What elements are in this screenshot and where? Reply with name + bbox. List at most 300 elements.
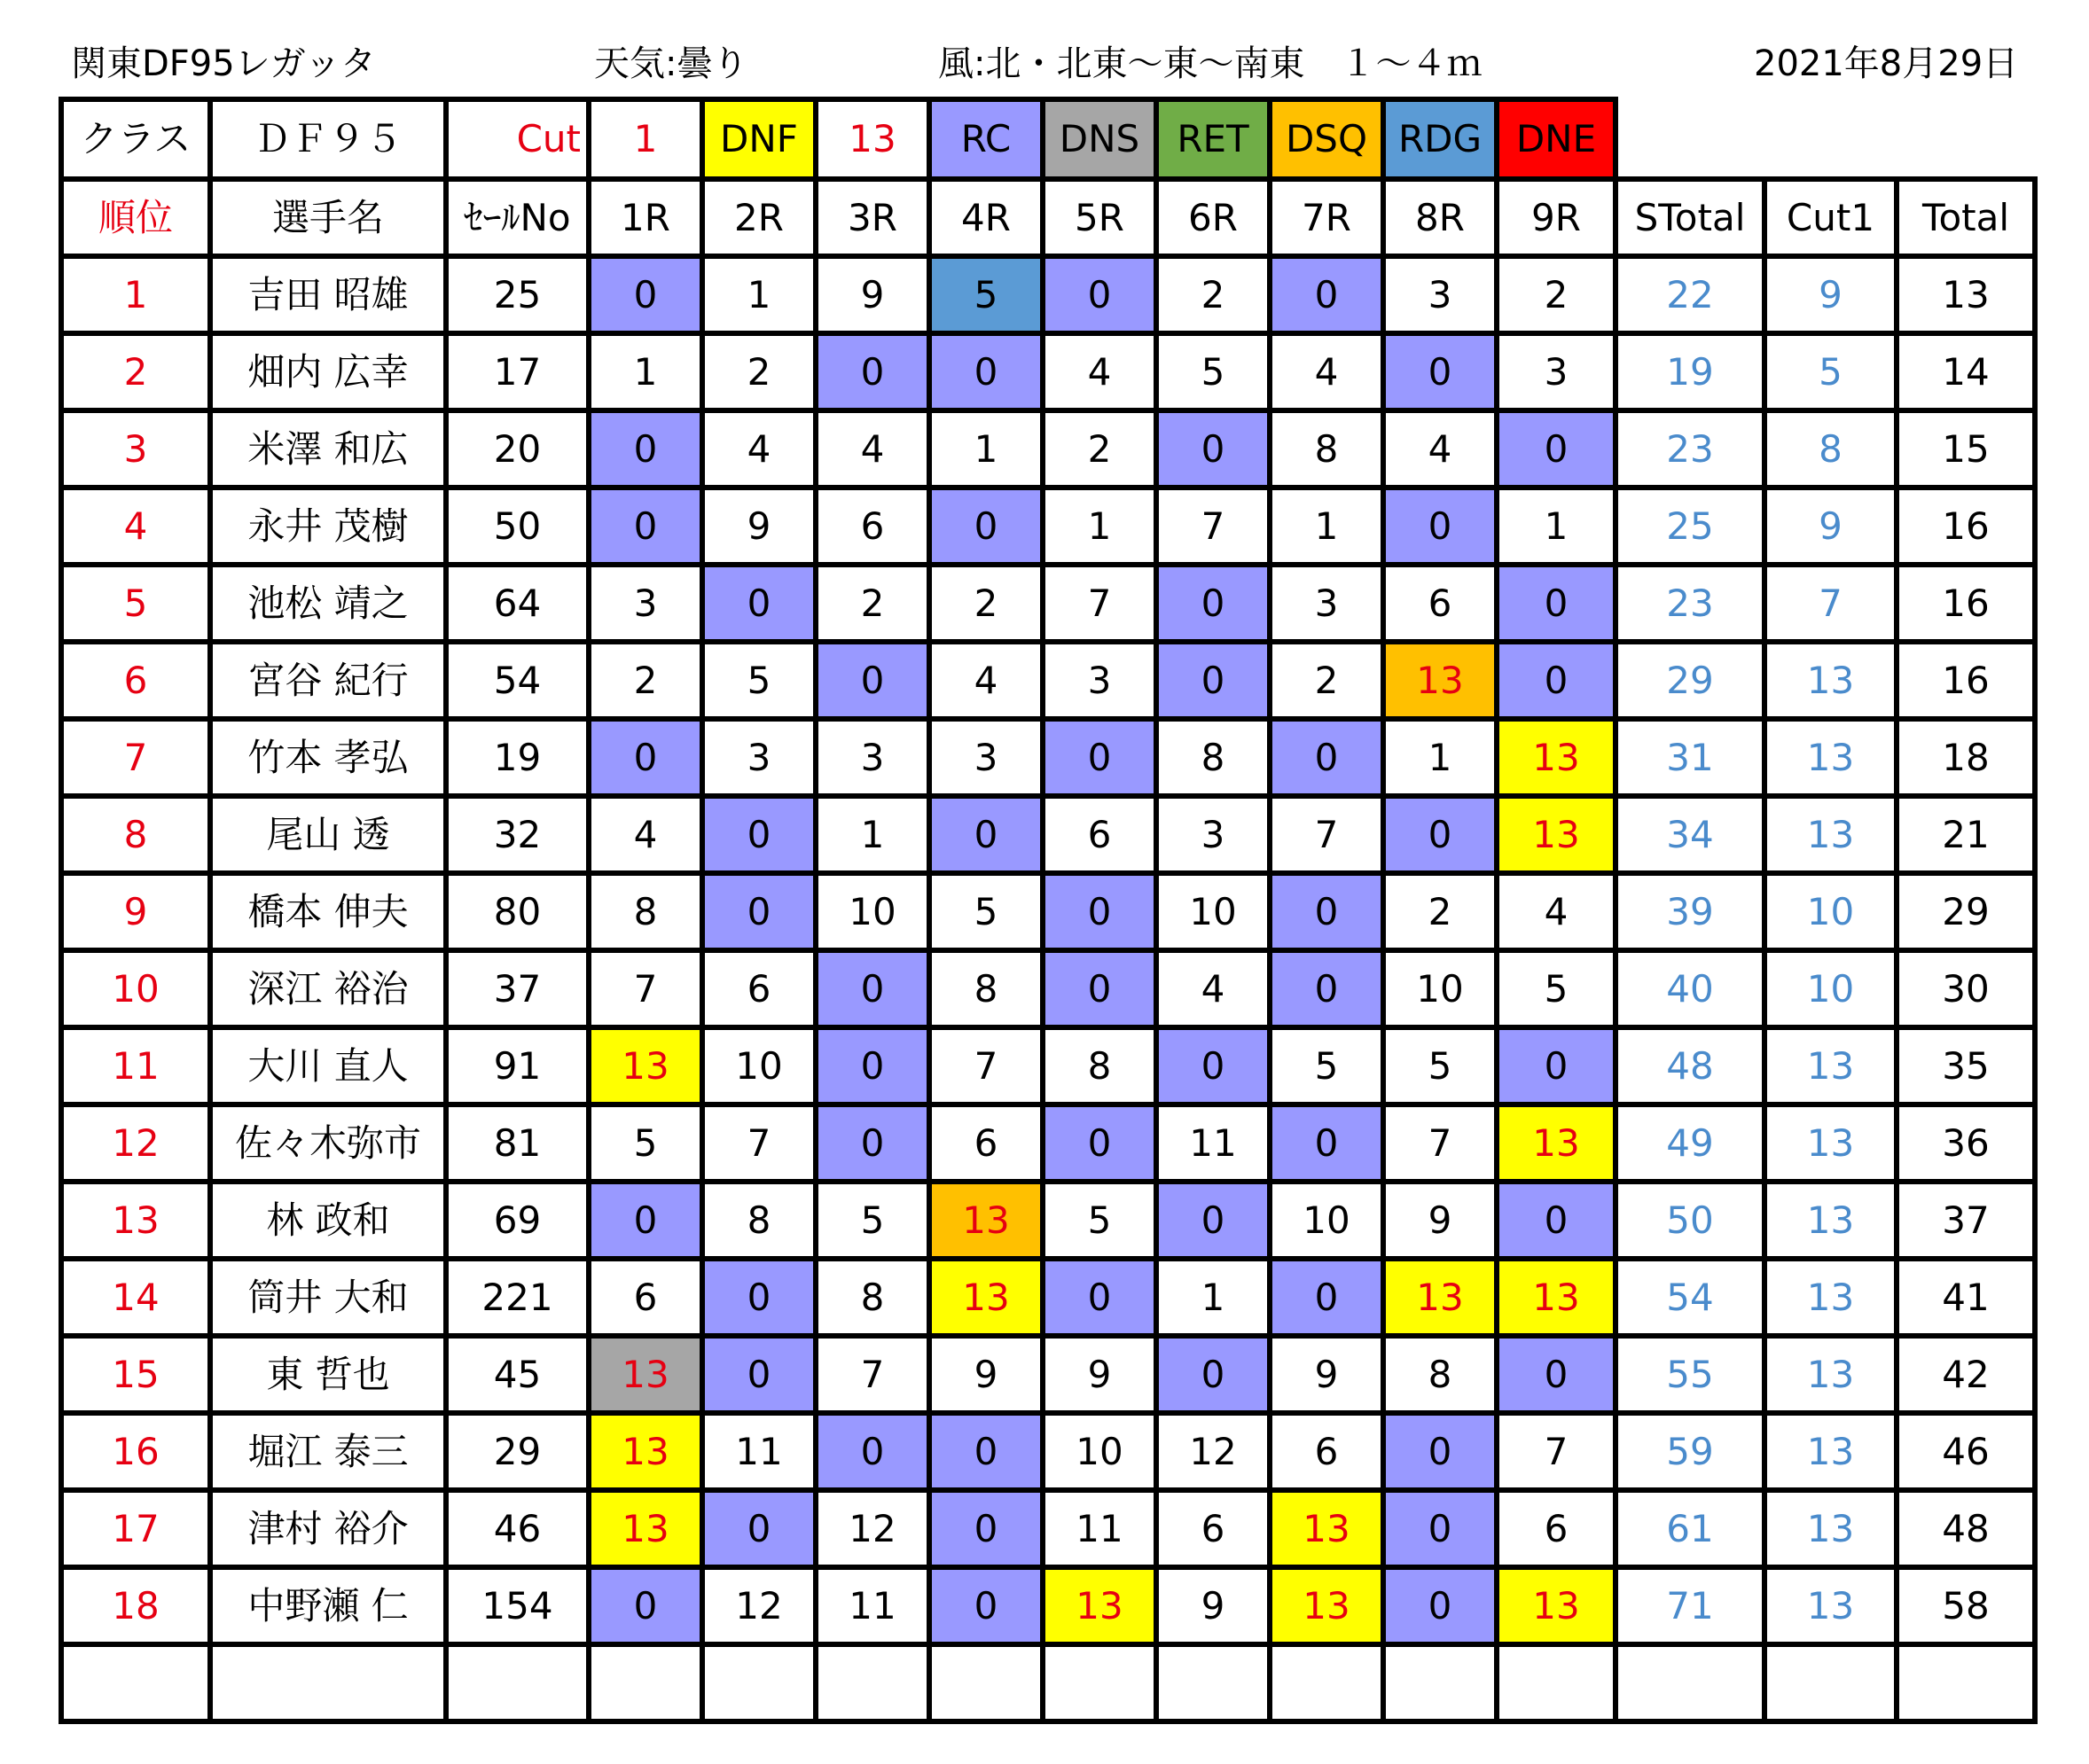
sailor-name: 池松 靖之 — [247, 581, 409, 625]
race-score: 2 — [1314, 658, 1339, 702]
race-score: 4 — [1314, 349, 1339, 394]
sail-number: 91 — [493, 1043, 542, 1088]
race-score: 3 — [747, 735, 771, 779]
race-score: 8 — [1314, 426, 1339, 471]
race-score: 13 — [591, 1339, 700, 1410]
total: 36 — [1942, 1120, 1990, 1165]
race-score: 0 — [1272, 1261, 1381, 1333]
sailor-name: 中野瀬 仁 — [247, 1583, 409, 1627]
sail-number: 64 — [493, 581, 542, 625]
rank: 9 — [123, 889, 148, 933]
race-score: 7 — [1544, 1429, 1569, 1473]
column-header: 4R — [961, 195, 1011, 239]
race-score: 13 — [591, 1416, 700, 1487]
race-score: 0 — [818, 1030, 927, 1102]
race-score: 11 — [1189, 1120, 1237, 1165]
race-score: 13 — [591, 1493, 700, 1565]
race-score: 0 — [1045, 259, 1154, 331]
race-score: 13 — [1499, 799, 1613, 870]
cut-score: 10 — [1806, 889, 1855, 933]
rank: 12 — [112, 1120, 160, 1165]
column-header: 選手名 — [271, 195, 384, 239]
total: 14 — [1942, 349, 1990, 394]
sail-number: 19 — [493, 735, 542, 779]
sailor-name: 竹本 孝弘 — [247, 735, 409, 779]
stotal: 54 — [1666, 1275, 1714, 1319]
stotal: 34 — [1666, 812, 1714, 856]
race-score: 0 — [705, 1261, 813, 1333]
stotal: 39 — [1666, 889, 1714, 933]
race-score: 2 — [1087, 426, 1112, 471]
class-label: クラス — [80, 117, 192, 160]
race-score: 0 — [818, 1107, 927, 1179]
race-score: 10 — [1416, 966, 1464, 1011]
race-score: 7 — [1201, 503, 1225, 548]
race-score: 7 — [633, 966, 658, 1011]
race-score: 0 — [1499, 413, 1613, 485]
race-score: 13 — [1386, 644, 1494, 716]
results-table — [59, 97, 2032, 1725]
race-score: 13 — [1499, 722, 1613, 793]
cut-score: 13 — [1806, 735, 1855, 779]
sail-number: 45 — [493, 1352, 542, 1396]
race-score: 5 — [633, 1120, 658, 1165]
race-score: 0 — [1272, 259, 1381, 331]
race-score: 9 — [1428, 1198, 1452, 1242]
race-score: 0 — [705, 567, 813, 639]
sailor-name: 佐々木弥市 — [234, 1120, 421, 1165]
stotal: 22 — [1666, 272, 1714, 316]
total: 15 — [1942, 426, 1990, 471]
sailor-name: 大川 直人 — [247, 1043, 409, 1088]
race-score: 7 — [1314, 812, 1339, 856]
total: 29 — [1942, 889, 1990, 933]
cut-score: 13 — [1806, 812, 1855, 856]
class-value: ＤＦ９５ — [253, 117, 403, 160]
race-score: 4 — [747, 426, 771, 471]
race-score: 6 — [974, 1120, 998, 1165]
race-score: 1 — [1087, 503, 1112, 548]
race-score: 13 — [591, 1030, 700, 1102]
race-score: 6 — [1544, 1506, 1569, 1550]
stotal: 55 — [1666, 1352, 1714, 1396]
event-date: 2021年8月29日 — [1754, 43, 2019, 84]
cut-value: 1 — [633, 117, 658, 160]
race-score: 0 — [1045, 1261, 1154, 1333]
sail-number: 154 — [481, 1583, 553, 1627]
wind-info: 風:北・北東～東～南東 １～４ｍ — [938, 43, 1483, 84]
race-score: 6 — [1087, 812, 1112, 856]
empty-cell — [591, 1647, 700, 1719]
grid-line — [2032, 176, 2038, 1724]
sailor-name: 尾山 透 — [266, 812, 390, 856]
column-header: Cut1 — [1786, 195, 1875, 239]
column-header: 2R — [734, 195, 784, 239]
race-score: 9 — [1087, 1352, 1112, 1396]
race-score: 2 — [974, 581, 998, 625]
race-score: 4 — [974, 658, 998, 702]
total: 58 — [1942, 1583, 1990, 1627]
sail-number: 46 — [493, 1506, 542, 1550]
race-score: 4 — [1544, 889, 1569, 933]
race-score: 3 — [1544, 349, 1569, 394]
rank: 15 — [112, 1352, 160, 1396]
race-score: 8 — [974, 966, 998, 1011]
race-score: 0 — [1386, 1570, 1494, 1642]
race-score: 3 — [633, 581, 658, 625]
race-score: 0 — [932, 490, 1040, 562]
race-score: 5 — [1201, 349, 1225, 394]
race-score: 2 — [633, 658, 658, 702]
stotal: 23 — [1666, 426, 1714, 471]
race-score: 1 — [747, 272, 771, 316]
sailor-name: 米澤 和広 — [247, 426, 409, 471]
race-score: 4 — [1428, 426, 1452, 471]
race-score: 10 — [735, 1043, 783, 1088]
race-score: 13 — [1386, 1261, 1494, 1333]
sailor-name: 筒井 大和 — [247, 1275, 409, 1319]
race-score: 0 — [1272, 876, 1381, 948]
sail-number: 32 — [493, 812, 542, 856]
race-score: 0 — [1386, 799, 1494, 870]
rank: 8 — [123, 812, 148, 856]
race-score: 4 — [1201, 966, 1225, 1011]
sail-number: 25 — [493, 272, 542, 316]
race-score: 0 — [705, 1339, 813, 1410]
column-header: 順位 — [98, 195, 173, 239]
empty-cell — [64, 1647, 207, 1719]
column-header: 9R — [1531, 195, 1581, 239]
race-score: 0 — [1272, 953, 1381, 1025]
race-score: 2 — [1428, 889, 1452, 933]
race-score: 6 — [1428, 581, 1452, 625]
column-header: Total — [1921, 195, 2010, 239]
rank: 2 — [123, 349, 148, 394]
cut-score: 13 — [1806, 1043, 1855, 1088]
sail-number: 54 — [493, 658, 542, 702]
race-score: 8 — [1201, 735, 1225, 779]
race-score: 8 — [860, 1275, 885, 1319]
cut-score: 13 — [1806, 1198, 1855, 1242]
empty-cell — [818, 1647, 927, 1719]
column-header: 1R — [621, 195, 670, 239]
total: 18 — [1942, 735, 1990, 779]
race-score: 8 — [747, 1198, 771, 1242]
rank: 16 — [112, 1429, 160, 1473]
rank: 17 — [112, 1506, 160, 1550]
race-score: 0 — [1159, 413, 1267, 485]
total: 37 — [1942, 1198, 1990, 1242]
race-score: 5 — [1087, 1198, 1112, 1242]
race-score: 0 — [932, 1570, 1040, 1642]
race-score: 2 — [860, 581, 885, 625]
race-score: 0 — [705, 876, 813, 948]
total: 16 — [1942, 658, 1990, 702]
race-score: 0 — [932, 799, 1040, 870]
race-score: 0 — [1045, 1107, 1154, 1179]
cut-score: 13 — [1806, 1429, 1855, 1473]
cut-score: 13 — [1806, 1120, 1855, 1165]
cut-score: 13 — [1806, 1583, 1855, 1627]
race-score: 0 — [1159, 1184, 1267, 1256]
legend-code-rdg: RDG — [1386, 102, 1494, 176]
race-score: 0 — [1499, 1339, 1613, 1410]
rank: 11 — [112, 1043, 160, 1088]
cut-score: 13 — [1806, 1275, 1855, 1319]
stotal: 29 — [1666, 658, 1714, 702]
race-score: 10 — [1189, 889, 1237, 933]
legend-code-rc: RC — [932, 102, 1040, 176]
race-score: 0 — [1159, 567, 1267, 639]
cut-score: 13 — [1806, 1352, 1855, 1396]
total: 16 — [1942, 581, 1990, 625]
race-score: 3 — [1087, 658, 1112, 702]
total: 41 — [1942, 1275, 1990, 1319]
cut-score: 8 — [1819, 426, 1843, 471]
empty-cell — [705, 1647, 813, 1719]
race-score: 9 — [974, 1352, 998, 1396]
race-score: 3 — [1314, 581, 1339, 625]
total: 48 — [1942, 1506, 1990, 1550]
rank: 5 — [123, 581, 148, 625]
sailor-name: 林 政和 — [266, 1198, 390, 1242]
stotal: 61 — [1666, 1506, 1714, 1550]
cut-score: 10 — [1806, 966, 1855, 1011]
total: 35 — [1942, 1043, 1990, 1088]
stotal: 50 — [1666, 1198, 1714, 1242]
race-score: 9 — [860, 272, 885, 316]
race-score: 13 — [932, 1261, 1040, 1333]
race-score: 6 — [860, 503, 885, 548]
race-score: 5 — [932, 259, 1040, 331]
race-score: 1 — [633, 349, 658, 394]
race-score: 10 — [849, 889, 896, 933]
race-score: 0 — [818, 1416, 927, 1487]
total: 13 — [1942, 272, 1990, 316]
race-score: 13 — [1499, 1261, 1613, 1333]
sailor-name: 畑内 広幸 — [247, 349, 409, 394]
stotal: 23 — [1666, 581, 1714, 625]
race-score: 12 — [1189, 1429, 1237, 1473]
race-score: 5 — [860, 1198, 885, 1242]
race-score: 0 — [1386, 1416, 1494, 1487]
legend-code-dns: DNS — [1045, 102, 1154, 176]
race-score: 0 — [932, 1493, 1040, 1565]
race-score: 0 — [705, 799, 813, 870]
race-score: 0 — [1159, 644, 1267, 716]
race-score: 13 — [1272, 1570, 1381, 1642]
race-score: 6 — [1314, 1429, 1339, 1473]
empty-cell — [1272, 1647, 1381, 1719]
race-score: 0 — [1386, 336, 1494, 408]
rank: 6 — [123, 658, 148, 702]
total: 21 — [1942, 812, 1990, 856]
race-score: 7 — [747, 1120, 771, 1165]
race-score: 10 — [1303, 1198, 1350, 1242]
race-score: 13 — [1499, 1107, 1613, 1179]
race-score: 7 — [974, 1043, 998, 1088]
race-score: 6 — [747, 966, 771, 1011]
race-score: 9 — [747, 503, 771, 548]
race-score: 8 — [1087, 1043, 1112, 1088]
column-header: 6R — [1188, 195, 1238, 239]
race-score: 7 — [1087, 581, 1112, 625]
total: 42 — [1942, 1352, 1990, 1396]
race-score: 5 — [1428, 1043, 1452, 1088]
race-score: 12 — [735, 1583, 783, 1627]
race-score: 0 — [1499, 644, 1613, 716]
race-score: 0 — [1045, 876, 1154, 948]
race-score: 13 — [1272, 1493, 1381, 1565]
race-score: 0 — [1045, 953, 1154, 1025]
race-score: 13 — [1499, 1570, 1613, 1642]
column-header: 5R — [1075, 195, 1124, 239]
rank: 3 — [123, 426, 148, 471]
sail-number: 50 — [493, 503, 542, 548]
sail-number: 29 — [493, 1429, 542, 1473]
race-score: 9 — [1201, 1583, 1225, 1627]
stotal: 19 — [1666, 349, 1714, 394]
race-score: 3 — [974, 735, 998, 779]
legend-code-dsq: DSQ — [1272, 102, 1381, 176]
race-score: 11 — [735, 1429, 783, 1473]
race-score: 0 — [1272, 722, 1381, 793]
race-score: 1 — [860, 812, 885, 856]
race-score: 0 — [1045, 722, 1154, 793]
race-score: 1 — [1201, 1275, 1225, 1319]
sail-number: 69 — [493, 1198, 542, 1242]
sailor-name: 吉田 昭雄 — [247, 272, 409, 316]
stotal: 71 — [1666, 1583, 1714, 1627]
empty-cell — [932, 1647, 1040, 1719]
empty-cell — [1159, 1647, 1267, 1719]
cut-score: 7 — [1819, 581, 1843, 625]
cut-score: 5 — [1819, 349, 1843, 394]
race-score: 3 — [1428, 272, 1452, 316]
race-score: 1 — [1544, 503, 1569, 548]
race-score: 0 — [591, 259, 700, 331]
sailor-name: 橋本 伸夫 — [247, 889, 409, 933]
rank: 13 — [112, 1198, 160, 1242]
empty-cell — [1767, 1647, 1894, 1719]
sailor-name: 津村 裕介 — [247, 1506, 409, 1550]
sailor-name: 宮谷 紀行 — [247, 658, 409, 702]
legend-code-dne: DNE — [1499, 102, 1613, 176]
race-score: 1 — [1314, 503, 1339, 548]
sail-number: 221 — [481, 1275, 553, 1319]
legend-code-ret: RET — [1159, 102, 1267, 176]
race-score: 2 — [747, 349, 771, 394]
sailor-name: 永井 茂樹 — [247, 503, 409, 548]
rank: 18 — [112, 1583, 160, 1627]
stotal: 40 — [1666, 966, 1714, 1011]
stotal: 25 — [1666, 503, 1714, 548]
total: 46 — [1942, 1429, 1990, 1473]
empty-cell — [449, 1647, 586, 1719]
race-score: 0 — [591, 722, 700, 793]
race-score: 6 — [633, 1275, 658, 1319]
column-header: 7R — [1302, 195, 1351, 239]
race-score: 3 — [1201, 812, 1225, 856]
race-score: 2 — [1201, 272, 1225, 316]
race-score: 0 — [591, 413, 700, 485]
race-score: 8 — [633, 889, 658, 933]
race-score: 5 — [1314, 1043, 1339, 1088]
race-score: 5 — [1544, 966, 1569, 1011]
sail-number: 81 — [493, 1120, 542, 1165]
sailor-name: 東 哲也 — [266, 1352, 390, 1396]
race-score: 0 — [591, 1184, 700, 1256]
cut-score: 9 — [1819, 272, 1843, 316]
stotal: 31 — [1666, 735, 1714, 779]
race-score: 2 — [1544, 272, 1569, 316]
column-header: 8R — [1415, 195, 1465, 239]
empty-cell — [1386, 1647, 1494, 1719]
sail-number: 17 — [493, 349, 542, 394]
event-title: 関東DF95レガッタ — [71, 43, 376, 84]
penalty-value: 13 — [849, 117, 896, 160]
race-score: 13 — [1045, 1570, 1154, 1642]
race-score: 0 — [1499, 1184, 1613, 1256]
race-score: 0 — [705, 1493, 813, 1565]
stotal: 49 — [1666, 1120, 1714, 1165]
race-score: 0 — [932, 336, 1040, 408]
grid-line — [59, 1719, 2038, 1724]
empty-cell — [1899, 1647, 2032, 1719]
race-score: 12 — [849, 1506, 896, 1550]
race-score: 10 — [1076, 1429, 1123, 1473]
column-header: STotal — [1634, 195, 1746, 239]
race-score: 0 — [1386, 490, 1494, 562]
sail-number: 80 — [493, 889, 542, 933]
empty-cell — [1618, 1647, 1762, 1719]
cut-label: Cut — [516, 117, 581, 160]
race-score: 0 — [1159, 1339, 1267, 1410]
race-score: 0 — [1272, 1107, 1381, 1179]
race-score: 11 — [849, 1583, 896, 1627]
race-score: 5 — [974, 889, 998, 933]
empty-cell — [1045, 1647, 1154, 1719]
race-score: 4 — [860, 426, 885, 471]
total: 30 — [1942, 966, 1990, 1011]
race-score: 0 — [932, 1416, 1040, 1487]
column-header: 3R — [848, 195, 897, 239]
cut-score: 9 — [1819, 503, 1843, 548]
race-score: 5 — [747, 658, 771, 702]
race-score: 13 — [932, 1184, 1040, 1256]
column-header: ｾｰﾙNo — [464, 195, 571, 239]
empty-cell — [213, 1647, 443, 1719]
total: 16 — [1942, 503, 1990, 548]
rank: 1 — [123, 272, 148, 316]
legend-code-dnf: DNF — [705, 102, 813, 176]
race-score: 4 — [633, 812, 658, 856]
race-score: 0 — [1499, 567, 1613, 639]
race-score: 6 — [1201, 1506, 1225, 1550]
rank: 10 — [112, 966, 160, 1011]
race-score: 0 — [1499, 1030, 1613, 1102]
race-score: 11 — [1076, 1506, 1123, 1550]
race-score: 7 — [1428, 1120, 1452, 1165]
race-score: 1 — [974, 426, 998, 471]
weather-info: 天気:曇り — [594, 43, 748, 84]
rank: 14 — [112, 1275, 160, 1319]
rank: 7 — [123, 735, 148, 779]
race-score: 8 — [1428, 1352, 1452, 1396]
rank: 4 — [123, 503, 148, 548]
race-score: 0 — [591, 490, 700, 562]
race-score: 0 — [818, 644, 927, 716]
